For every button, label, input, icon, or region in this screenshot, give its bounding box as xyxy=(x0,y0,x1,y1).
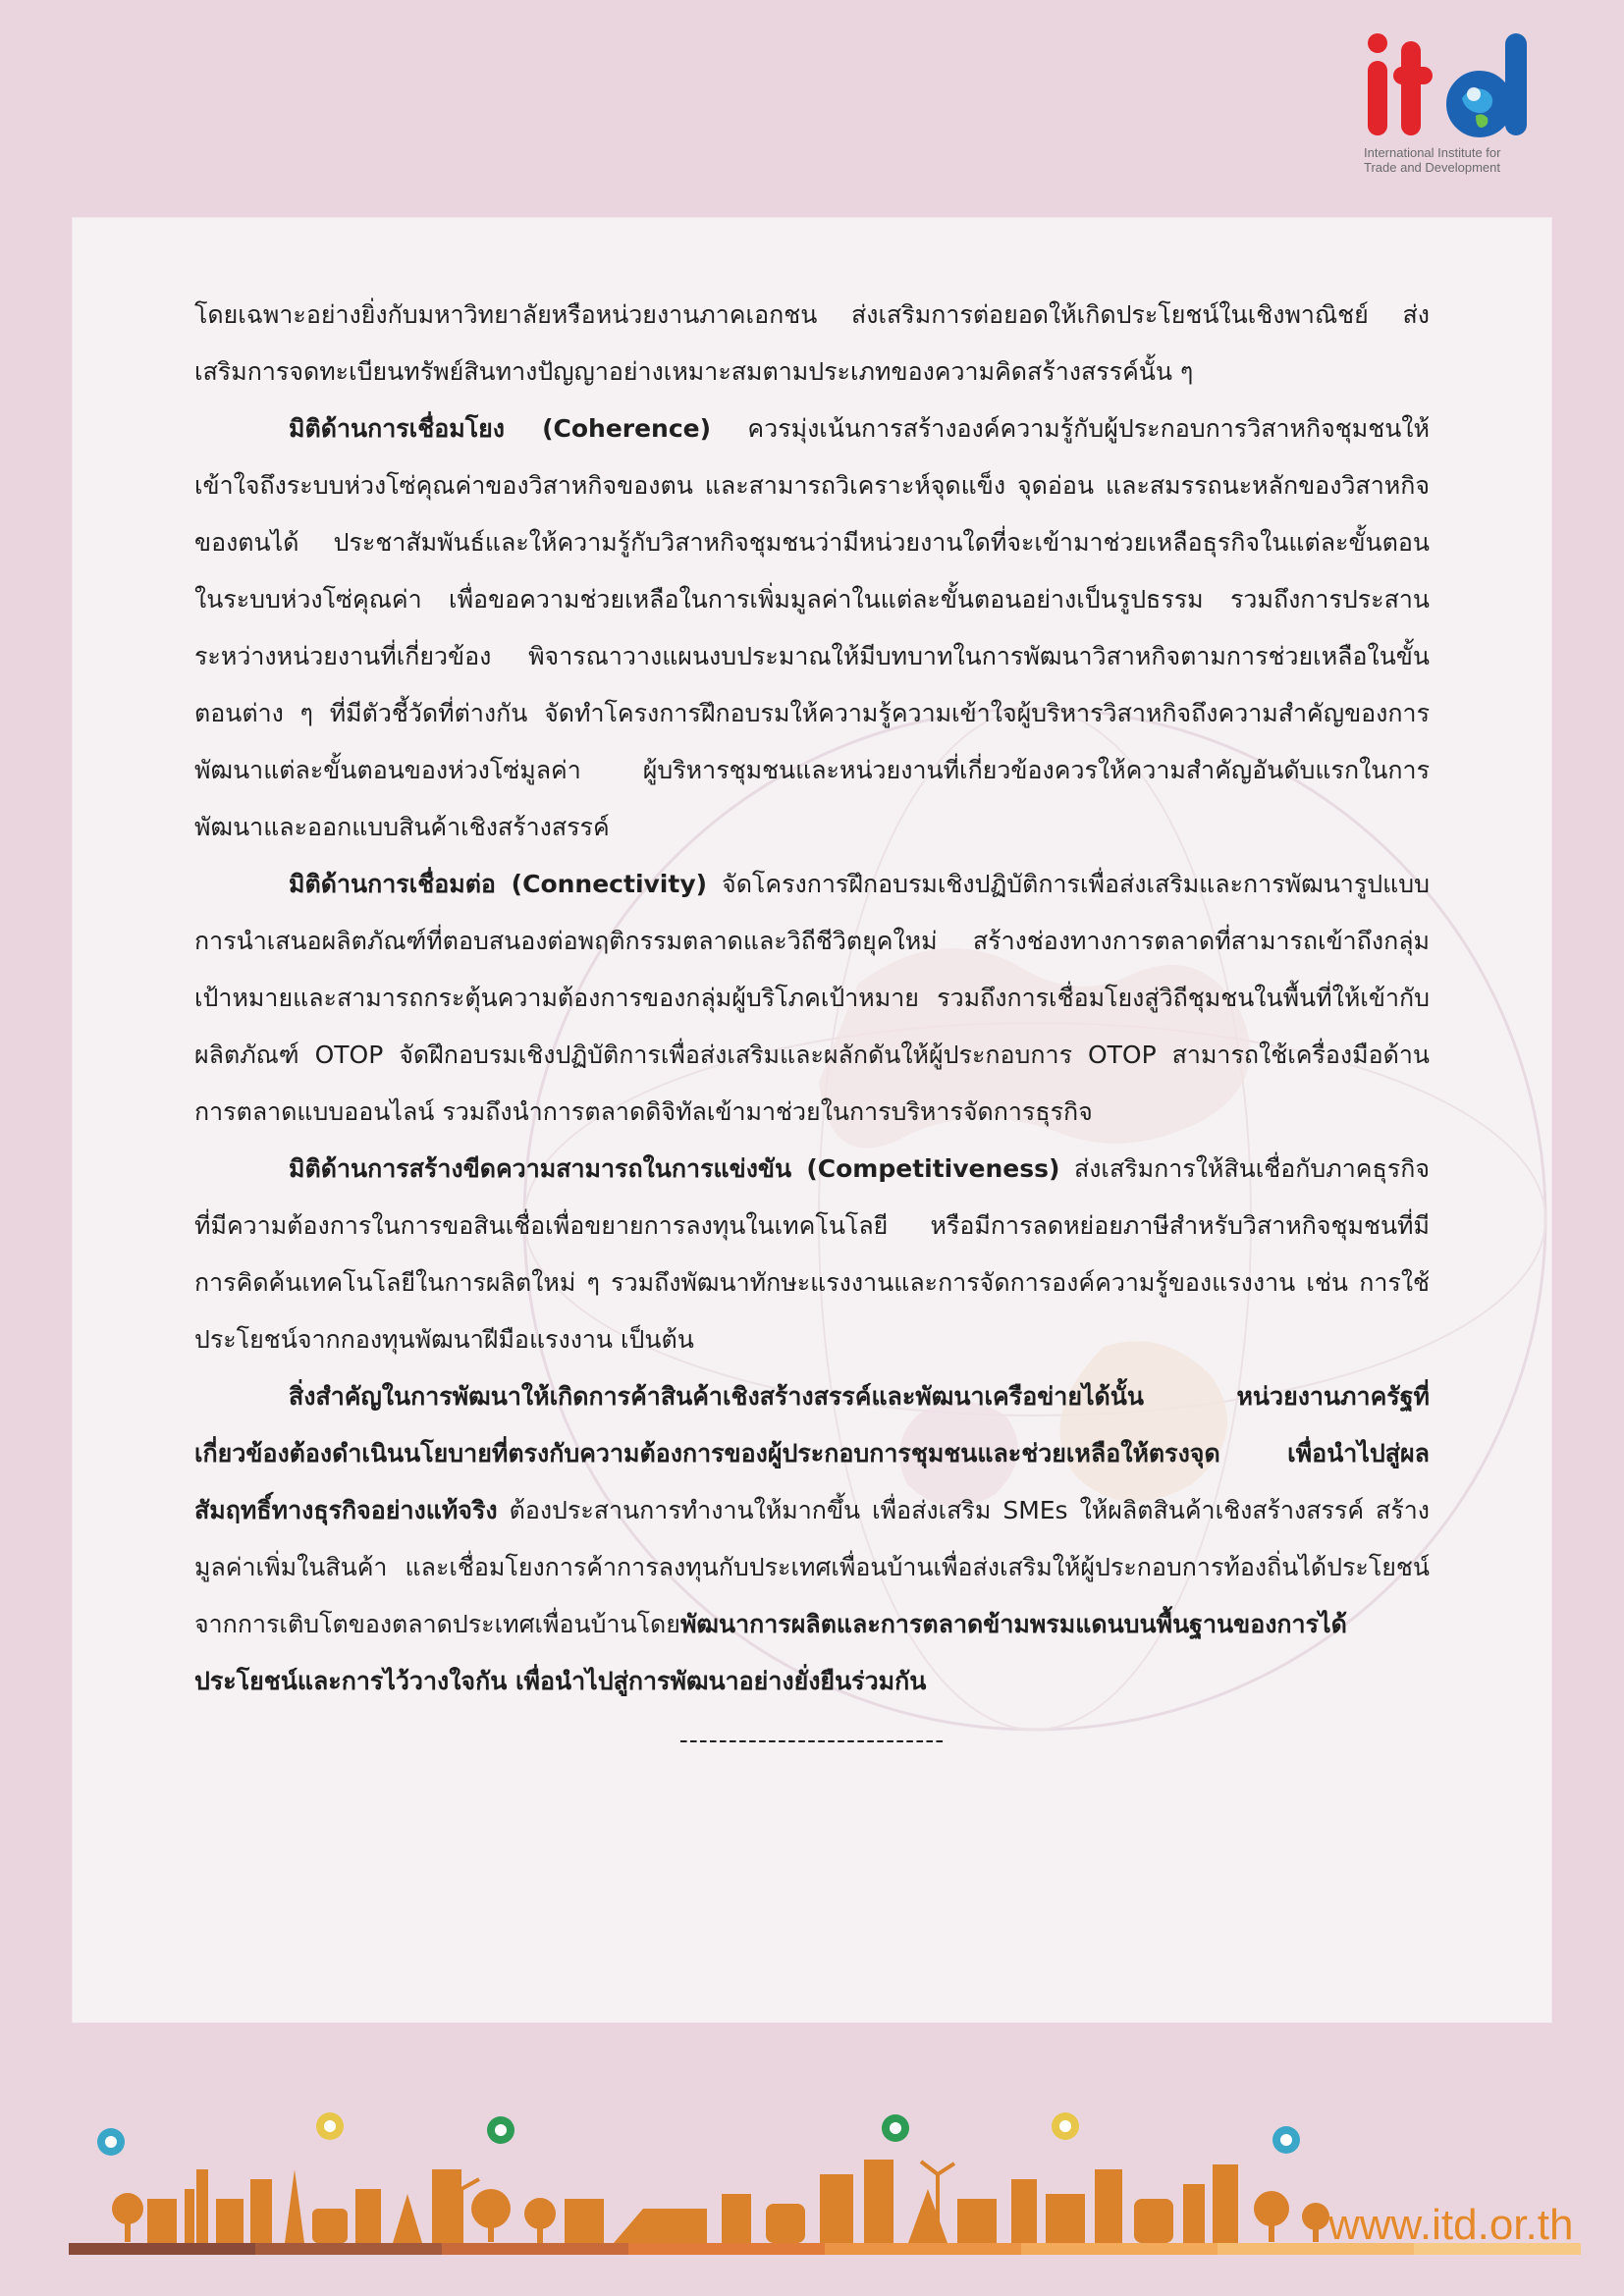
competitiveness-heading: มิติด้านการสร้างขีดความสามารถในการแข่งขัน (Competitiveness) xyxy=(289,1154,1060,1183)
paragraph-conclusion xyxy=(194,1368,1430,1710)
itd-logo-mark xyxy=(1360,29,1542,145)
competitiveness-text: ส่งเสริมการให้สินเชื่อกับภาคธุรกิจที่มีความต้องการในการขอสินเชื่อเพื่อขยายการลงทุนในเทคโนโลยี หรือมีการลดหย่อยภาษีสำหรับวิสาหกิจชุมชนที่มีการคิดค้นเทคโนโลยีในการผลิตใหม่ ๆ รวมถึงพัฒนาทักษะแรงงานและการจัดการองค์ความรู้ของแรงงาน เช่น การใช้ประโยชน์จากกองทุนพัฒนาฝีมือแรงงาน เป็นต้น xyxy=(194,1154,1430,1354)
conclusion-bold-2: พัฒนาการผลิตและการตลาดข้ามพรมแดนบนพื้นฐานของการได้ประโยชน์และการไว้วางใจกัน เพื่อนำไปสู่การพัฒนาอย่างยั่งยืนร่วมกัน xyxy=(194,1610,1347,1695)
paragraph-1: โดยเฉพาะอย่างยิ่งกับมหาวิทยาลัยหรือหน่วยงานภาคเอกชน ส่งเสริมการต่อยอดให้เกิดประโยชน์ในเชิงพาณิชย์ ส่งเสริมการจดทะเบียนทรัพย์สินทางปัญญาอย่างเหมาะสมตามประเภทของความคิดสร้างสรรค์นั้น ๆ xyxy=(194,300,1430,386)
itd-logo xyxy=(1360,29,1542,182)
logo-subtitle-1: International Institute for xyxy=(1364,145,1501,160)
website-url[interactable]: www.itd.or.th xyxy=(1328,2201,1574,2249)
connectivity-heading: มิติด้านการเชื่อมต่อ (Connectivity) xyxy=(289,870,708,898)
content-panel xyxy=(73,218,1551,2022)
paragraph-coherence xyxy=(194,400,1430,856)
conclusion-text: ต้องประสานการทำงานให้มากขึ้น เพื่อส่งเสริม SMEs ให้ผลิตสินค้าเชิงสร้างสรรค์ สร้างมูลค่าเพิ่มในสินค้า และเชื่อมโยงการค้าการลงทุนกับประเทศเพื่อนบ้านเพื่อส่งเสริมให้ผู้ประกอบการท้องถิ่นได้ประโยชน์จากการเติบโตของตลาดประเทศเพื่อนบ้านโดย xyxy=(194,1496,1430,1638)
paragraph-connectivity xyxy=(194,856,1430,1141)
conclusion-bold-1: สิ่งสำคัญในการพัฒนาให้เกิดการค้าสินค้าเชิงสร้างสรรค์และพัฒนาเครือข่ายได้นั้น หน่วยงานภาครัฐที่เกี่ยวข้องต้องดำเนินนโยบายที่ตรงกับความต้องการของผู้ประกอบการชุมชนและช่วยเหลือให้ตรงจุด เพื่อนำไปสู่ผลสัมฤทธิ์ทางธุรกิจอย่างแท้จริง xyxy=(194,1382,1430,1524)
coherence-heading: มิติด้านการเชื่อมโยง (Coherence) xyxy=(289,414,712,443)
paragraph-competitiveness xyxy=(194,1141,1430,1368)
coherence-text: ควรมุ่งเน้นการสร้างองค์ความรู้กับผู้ประกอบการวิสาหกิจชุมชนให้เข้าใจถึงระบบห่วงโซ่คุณค่าของวิสาหกิจของตน และสามารถวิเคราะห์จุดแข็ง จุดอ่อน และสมรรถนะหลักของวิสาหกิจของตนได้ ประชาสัมพันธ์และให้ความรู้กับวิสาหกิจชุมชนว่ามีหน่วยงานใดที่จะเข้ามาช่วยเหลือธุรกิจในแต่ละขั้นตอนในระบบห่วงโซ่คุณค่า เพื่อขอความช่วยเหลือในการเพิ่มมูลค่าในแต่ละขั้นตอนอย่างเป็นรูปธรรม รวมถึงการประสานระหว่างหน่วยงานที่เกี่ยวข้อง พิจารณาวางแผนงบประมาณให้มีบทบาทในการพัฒนาวิสาหกิจตามการช่วยเหลือในขั้นตอนต่าง ๆ ที่มีตัวชี้วัดที่ต่างกัน จัดทำโครงการฝึกอบรมให้ความรู้ความเข้าใจผู้บริหารวิสาหกิจถึงความสำคัญของการพัฒนาแต่ละขั้นตอนของห่วงโซ่มูลค่า ผู้บริหารชุมชนและหน่วยงานที่เกี่ยวข้องควรให้ความสำคัญอันดับแรกในการพัฒนาและออกแบบสินค้าเชิงสร้างสรรค์ xyxy=(194,414,1430,841)
logo-subtitle-2: Trade and Development xyxy=(1364,160,1500,175)
article-body xyxy=(194,287,1430,1769)
footer-skyline-illustration xyxy=(0,2101,1624,2296)
end-separator: --------------------------- xyxy=(678,1726,946,1754)
connectivity-text: จัดโครงการฝึกอบรมเชิงปฏิบัติการเพื่อส่งเสริมและการพัฒนารูปแบบการนำเสนอผลิตภัณฑ์ที่ตอบสนองต่อพฤติกรรมตลาดและวิถีชีวิตยุคใหม่ สร้างช่องทางการตลาดที่สามารถเข้าถึงกลุ่มเป้าหมายและสามารถกระตุ้นความต้องการของกลุ่มผู้บริโภคเป้าหมาย รวมถึงการเชื่อมโยงสู่วิถีชุมชนในพื้นที่ให้เข้ากับผลิตภัณฑ์ OTOP จัดฝึกอบรมเชิงปฏิบัติการเพื่อส่งเสริมและผลักดันให้ผู้ประกอบการ OTOP สามารถใช้เครื่องมือด้านการตลาดแบบออนไลน์ รวมถึงนำการตลาดดิจิทัลเข้ามาช่วยในการบริหารจัดการธุรกิจ xyxy=(194,870,1430,1126)
